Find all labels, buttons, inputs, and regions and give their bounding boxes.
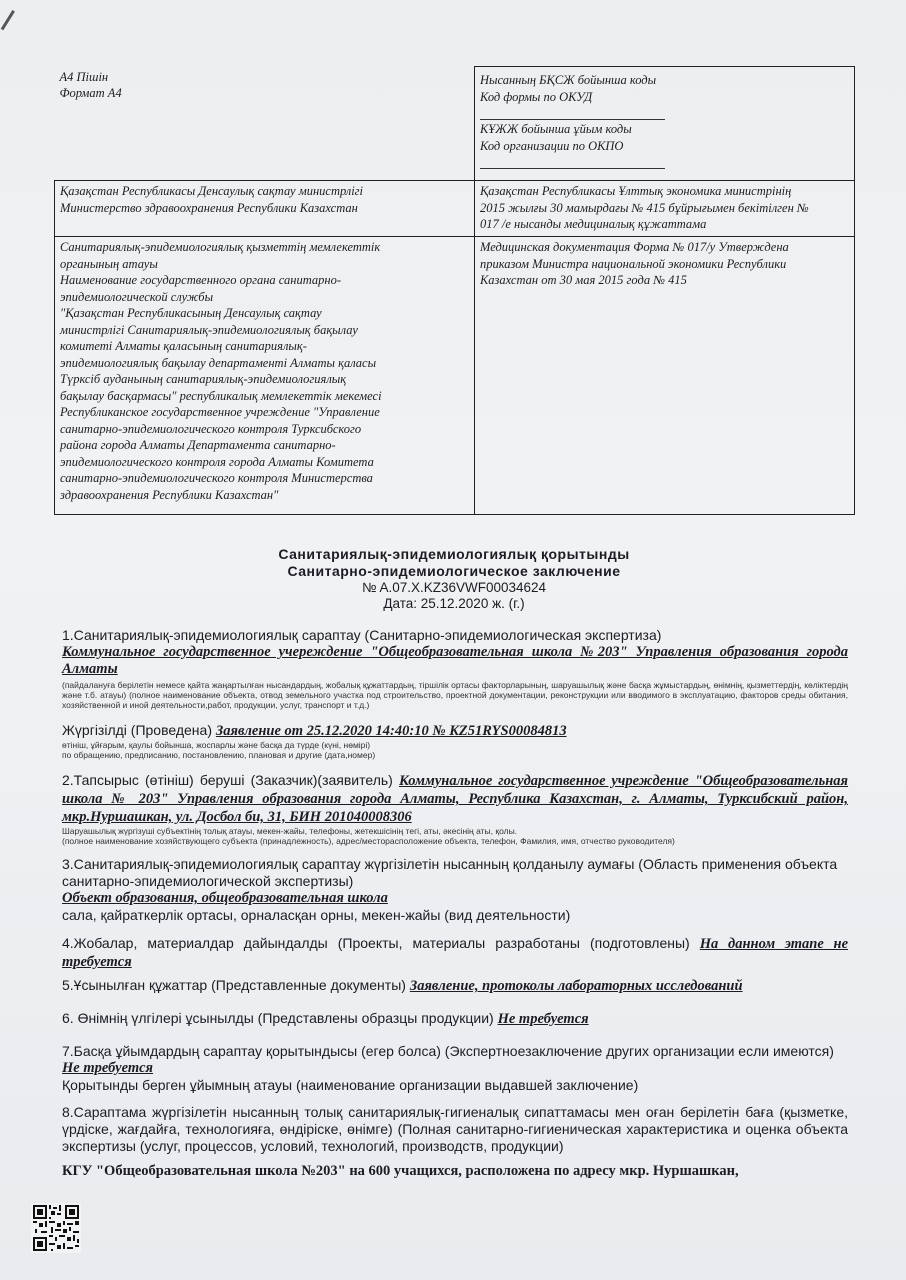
title-kz: Санитариялық-эпидемиологиялық қорытынды — [278, 546, 630, 562]
s3-sub: сала, қайраткерлік ортасы, орналасқан орны, мекен-жайы (вид деятельности) — [62, 907, 571, 923]
section-8-value — [62, 1163, 848, 1180]
order-kz-2: 2015 жылғы 30 мамырдағы № 415 бұйрығымен бекітілген № — [480, 200, 809, 215]
section-conducted — [62, 722, 848, 760]
org-line: министрлігі Санитариялық-эпидемиологиялық бақылау — [60, 322, 358, 337]
org-line: эпидемиологиялық бақылау департаменті Алматы қаласы — [60, 355, 377, 370]
s3-value: Объект образования, общеобразовательная школа — [62, 890, 388, 906]
okud-blank — [480, 105, 665, 120]
conducted-note-2: по обращению, предписанию, постановлению, плановая и другие (дата,номер) — [62, 750, 376, 760]
section-5 — [62, 977, 848, 995]
medform-line: Казахстан от 30 мая 2015 года № 415 — [480, 273, 687, 287]
s1-label: 1.Санитариялық-эпидемиологиялық сараптау (Санитарно-эпидемиологическая экспертиза) — [62, 627, 662, 643]
org-line: бақылау басқармасы" республикалық мемлекеттік мекемесі — [60, 388, 382, 403]
org-cell — [55, 237, 475, 515]
codes-cell — [475, 67, 855, 181]
medform-line: Медицинская документация Форма № 017/у Утверждена — [480, 240, 789, 254]
order-cell — [475, 181, 855, 237]
org-line: Наименование государственного органа санитарно- — [60, 273, 342, 287]
org-line: "Қазақстан Республикасының Денсаулық сақтау — [60, 306, 322, 320]
org-line: района города Алматы Департамента санитарно- — [60, 438, 336, 452]
conclusion-date: Дата: 25.12.2020 ж. (г.) — [383, 596, 525, 611]
section-3 — [62, 856, 848, 924]
s7-value: Не требуется — [62, 1060, 154, 1076]
s5-value: Заявление, протоколы лабораторных исследований — [409, 978, 743, 994]
okpo-blank — [480, 154, 665, 169]
s8-label: 8.Сараптама жүргізілетін нысанның толық санитариялық-гигиеналық сипаттамасы мен оған берілетін баға (қызметке, үрдіске, жағдайға, технологияға, өндіріске, өнімге) (Полная санитарно-гигиеническая характеристика и оценка объекта экспертизы (услуг, процессов, условий, технологий, производств, продукции) — [62, 1104, 848, 1154]
section-7 — [62, 1043, 848, 1094]
order-kz-3: 017 /е нысанды медициналық құжаттама — [480, 217, 707, 231]
org-line: санитарно-эпидемиологического контроля Турксибского — [60, 421, 362, 436]
format-ru: Формат А4 — [59, 86, 122, 100]
org-line: здравоохранения Республики Казахстан" — [60, 487, 279, 502]
qr-code-icon — [31, 1203, 81, 1253]
s8-value: КГУ "Общеобразовательная школа №203" на 600 учащихся, расположена по адресу мкр. Нуршашкан, — [62, 1163, 739, 1179]
s2-note-2: (полное наименование хозяйствующего субъекта (принадлежность), адрес/месторасположение объекта, телефон, Фамилия, имя, отчество руководителя) — [62, 836, 675, 846]
org-line: органының атауы — [60, 256, 158, 271]
org-line: эпидемиологической службы — [60, 289, 214, 304]
org-line: Республиканское государственное учреждение "Управление — [60, 405, 380, 419]
okpo-ru: Код организации по ОКПО — [480, 138, 624, 153]
ministry-kz: Қазақстан Республикасы Денсаулық сақтау министрлігі — [60, 184, 364, 198]
ministry-ru: Министерство здравоохранения Республики Казахстан — [60, 200, 358, 215]
section-2 — [62, 772, 848, 846]
s2-value: Коммунальное государственное учреждение "Общеобразовательная школа № 203" Управления образования города Алматы, Республика Казахстан, г. Алматы, Турксибский район, мкр.Нуршашкан, ул. Досбол би, 31, БИН 201040008306 — [62, 773, 849, 825]
section-4 — [62, 935, 848, 971]
s6-value: Не требуется — [497, 1011, 589, 1027]
okpo-kz: КҰЖЖ бойынша ұйым коды — [480, 122, 632, 136]
org-line: комитеті Алматы қаласының санитариялық- — [60, 339, 307, 353]
header-table — [54, 66, 855, 515]
org-line: эпидемиологического контроля города Алматы Комитета — [60, 454, 374, 469]
org-line: Санитариялық-эпидемиологиялық қызметтің мемлекеттік — [60, 240, 381, 254]
section-6 — [62, 1010, 848, 1028]
ministry-cell — [55, 181, 475, 237]
medform-line: приказом Министра национальной экономики Республики — [480, 256, 787, 271]
medform-cell — [475, 237, 855, 515]
s1-note: (пайдалануға берілетін немесе қайта жаңартылған нысандардың, жобалық құжаттардың, тіршілік ортасы факторларының, шаруашылық жəне басқа жұмыстардың, өнімнің, қызметтердің, көліктердің жəне т.б. атауы) (полное наименование объекта, отвод земельного участка под строительство, проектной документации, реконструкции или вводимого в эксплуатацию, факторов среды обитания, хозяйственной и иной деятельности,работ, продукции, услуг, транспорт и т.д.) — [62, 680, 848, 710]
org-line: Түрксіб ауданының санитариялық-эпидемиологиялық — [60, 372, 347, 386]
conducted-label: Жүргізілді (Проведена) — [62, 722, 212, 738]
s1-value: Коммунальное государственное учереждение "Общеобразовательная школа №203" Управления образования города Алматы — [62, 644, 848, 677]
s4-label: 4.Жобалар, материалдар дайындалды (Проекты, материалы разработаны (подготовлены) — [62, 935, 690, 951]
s6-label: 6. Өнімнің үлгілері ұсынылды (Представлены образцы продукции) — [62, 1010, 494, 1026]
okud-ru: Код формы по ОКУД — [480, 89, 593, 104]
format-cell — [55, 67, 475, 181]
section-8 — [62, 1104, 848, 1155]
s7-sub: Қорытынды берген ұйымның атауы (наименование организации выдавшей заключение) — [62, 1077, 639, 1093]
conducted-value: Заявление от 25.12.2020 14:40:10 № KZ51RYS00084813 — [215, 723, 567, 739]
s2-note-1: Шаруашылық жүргізуші субъектінің толық атауы, мекен-жайы, телефоны, жетекшісінің тегі, аты, əкесінің аты, қолы. — [62, 826, 518, 836]
okud-kz: Нысанның БҚСЖ бойынша коды — [480, 73, 657, 87]
s2-label: 2.Тапсырыс (өтініш) беруші (Заказчик)(заявитель) — [62, 772, 393, 788]
order-kz-1: Қазақстан Республикасы Ұлттық экономика министрінің — [480, 184, 792, 198]
conclusion-number: № A.07.X.KZ36VWF00034624 — [361, 580, 547, 595]
s5-label: 5.Ұсынылған құжаттар (Представленные документы) — [62, 977, 406, 993]
format-kz: А4 Пішін — [59, 69, 109, 84]
s4-value: На данном этапе не требуется — [62, 936, 849, 970]
conducted-note-1: өтініш, ұйғарым, қаулы бойынша, жоспарлы жəне басқа да түрде (күні, нөмірі) — [62, 740, 371, 750]
pen-mark — [1, 10, 15, 30]
conclusion-title-block — [54, 546, 854, 612]
s3-label: 3.Санитариялық-эпидемиологиялық сараптау жүргізілетін нысанның қолданылу аумағы (Область применения объекта санитарно-эпидемиологической экспертизы) — [62, 856, 838, 889]
section-1 — [62, 627, 848, 710]
s7-label: 7.Басқа ұйымдардың сараптау қорытындысы (егер болса) (Экспертноезаключение других организации если имеются) — [62, 1043, 834, 1059]
org-line: санитарно-эпидемиологического контроля Министерства — [60, 471, 373, 485]
title-ru: Санитарно-эпидемиологическое заключение — [287, 563, 621, 579]
